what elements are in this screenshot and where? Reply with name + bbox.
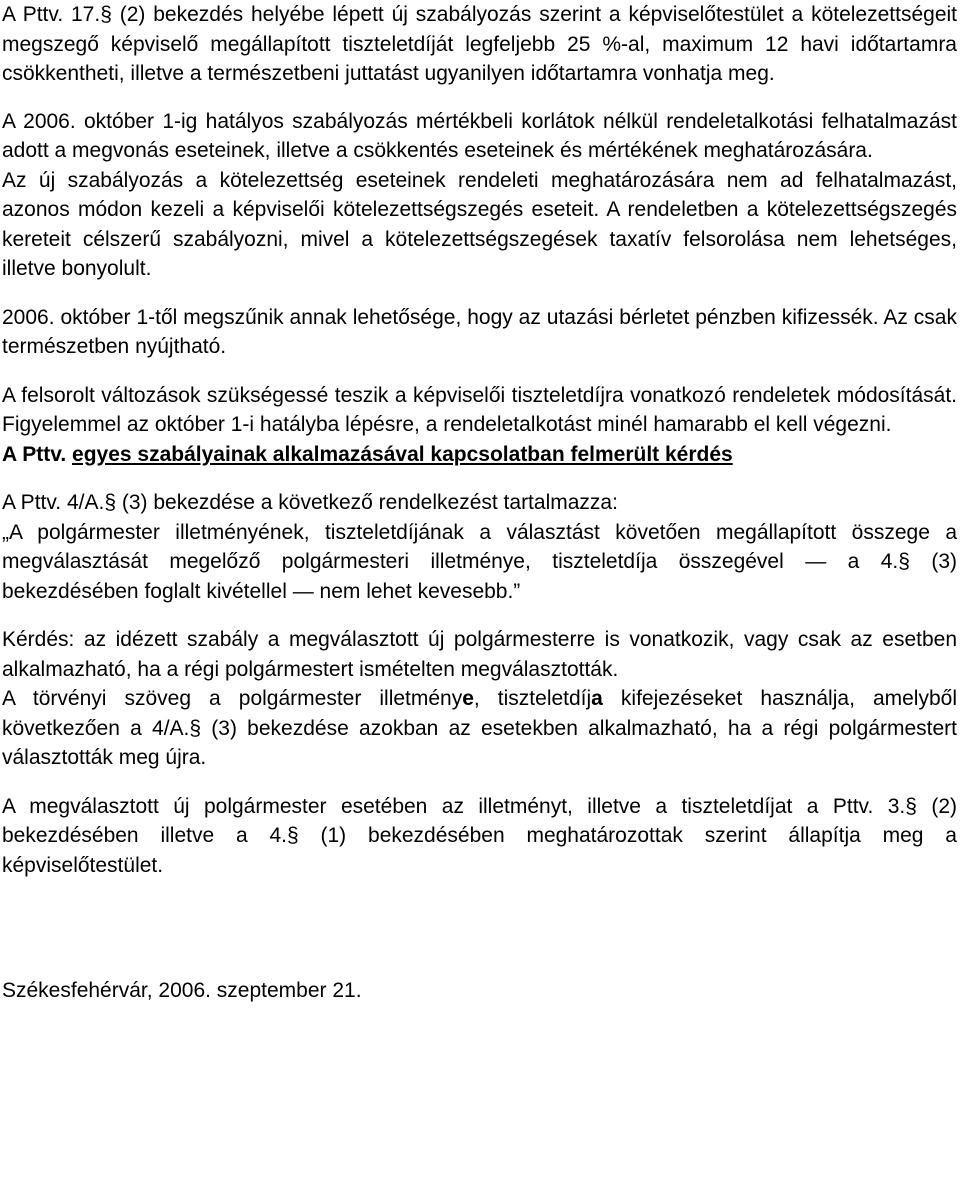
quoted-provision: „A polgármester illetményének, tiszteletdíjának a választást követően megállapított összege a megválasztását megelőző polgármesteri illetménye, tiszteletdíja összegével — a 4.§ (3) bekezdésében foglalt kivétellel — nem lehet kevesebb.” bbox=[2, 520, 957, 603]
answer-text-3: kifejezéseket használja, amelyből következően a 4/A.§ (3) bekezdése azokban az esetekben alkalmazható, ha a régi polgármestert választották meg újra. bbox=[2, 687, 957, 769]
heading-prefix: A Pttv. bbox=[2, 442, 67, 466]
paragraph-valasz bbox=[2, 684, 957, 773]
paragraph-tiszteletdij-csokkentes: A Pttv. 17.§ (2) bekezdés helyébe lépett új szabályozás szerint a képviselőtestület a kötelezettségeit megszegő képviselő megállapított tiszteletdíját legfeljebb 25 %-al, maximum 12 havi időtartamra csökkentheti, illetve a természetbeni juttatást ugyanilyen időtartamra vonhatja meg. bbox=[2, 3, 957, 85]
closing-place-date: Székesfehérvár, 2006. szeptember 21. bbox=[2, 979, 362, 1002]
paragraph-uj-polgarmester: A megválasztott új polgármester esetében az illetményt, illetve a tiszteletdíjat a Pttv. 3.§ (2) bekezdésében illetve a 4.§ (1) bekezdésében meghatározottak szerint állapítja meg a képviselőtestület. bbox=[2, 794, 957, 877]
paragraph-utazasi-berlet: 2006. október 1-től megszűnik annak lehetősége, hogy az utazási bérletet pénzben kifizessék. Az csak természetben nyújtható. bbox=[2, 305, 957, 358]
paragraph-pttv-4a: A Pttv. 4/A.§ (3) bekezdése a következő rendelkezést tartalmazza: bbox=[2, 491, 618, 514]
answer-text-1: A törvényi szöveg a polgármester illetmény bbox=[2, 687, 463, 710]
section-heading bbox=[2, 440, 957, 470]
paragraph-korabbi-szabalyozas: A 2006. október 1-ig hatályos szabályozás mértékbeli korlátok nélkül rendeletalkotási felhatalmazást adott a megvonás eseteinek, illetve a csökkentés eseteinek és mértékének meghatározására. bbox=[2, 109, 957, 162]
answer-bold-a: a bbox=[591, 687, 603, 710]
paragraph-kerdes: Kérdés: az idézett szabály a megválasztott új polgármesterre is vonatkozik, vagy csak az esetben alkalmazható, ha a régi polgármestert ismételten megválasztották. bbox=[2, 628, 957, 681]
paragraph-uj-szabalyozas: Az új szabályozás a kötelezettség eseteinek rendeleti meghatározására nem ad felhatalmazást, azonos módon kezeli a képviselői kötelezettségszegés eseteit. A rendeletben a kötelezettségszegés kereteit célszerű szabályozni, mivel a kötelezettségszegések taxatív felsorolása nem lehetséges, illetve bonyolult. bbox=[2, 168, 957, 280]
paragraph-rendeletmodositas: A felsorolt változások szükségessé teszik a képviselői tiszteletdíjra vonatkozó rendeletek módosítását. Figyelemmel az október 1-i hatályba lépésre, a rendeletalkotást minél hamarabb el kell végezni. bbox=[2, 383, 957, 436]
answer-bold-e: e bbox=[462, 687, 474, 710]
heading-underlined-text: egyes szabályainak alkalmazásával kapcsolatban felmerült kérdés bbox=[72, 442, 733, 466]
answer-text-2: , tiszteletdíj bbox=[473, 687, 592, 710]
